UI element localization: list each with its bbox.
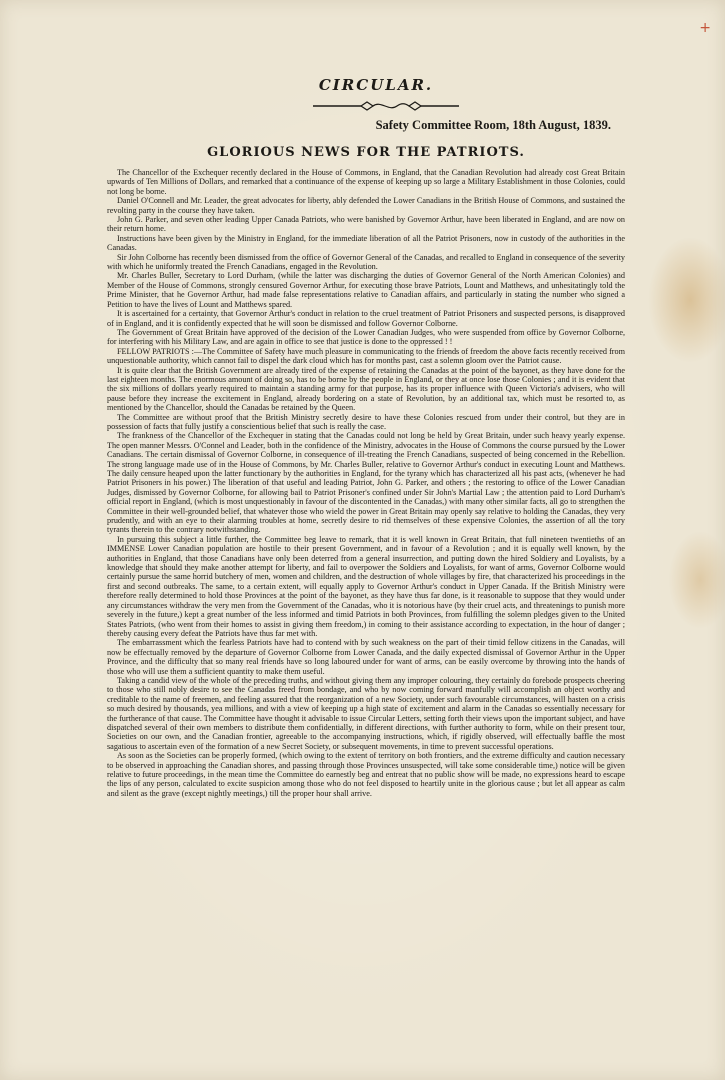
- paragraph: The Committee are without proof that the British Ministry secretly desire to have these Colonies rescued from under their control, but they are in possession of facts that fully justify a conscientious belief that such is really the case.: [107, 412, 625, 431]
- paragraph: John G. Parker, and seven other leading Upper Canada Patriots, who were banished by Governor Arthur, have been liberated in England, and are now on their return home.: [107, 215, 625, 234]
- paragraph: Instructions have been given by the Ministry in England, for the immediate liberation of all the Patriot Prisoners, now in custody of the authorities in the Canadas.: [107, 233, 625, 253]
- paragraph: The embarrassment which the fearless Patriots have had to contend with by such weakness on the part of their timid fellow citizens in the Canadas, will now be effectually removed by the departure of Governor Colborne from Lower Canada, and the daily expected dismissal of Governor Arthur in the Upper Province, and the difficulty that so many real friends have so long laboured under for want of arms, can be easily overcome by throwing into the hands of those who will use them a sufficient quantity to make them useful.: [107, 638, 625, 676]
- paragraph: Mr. Charles Buller, Secretary to Lord Durham, (while the latter was discharging the duties of Governor General of the North American Colonies) and Member of the House of Commons, strongly censured Governor Arthur, for executing those brave Patriots, Lount and Matthews, and unhesitatingly told the Prime Minister, that he Governor Arthur, had made false representations relative to Canadian affairs, and particularly in stating the number who signed a Petition to have the lives of Lount and Matthews spared.: [107, 271, 625, 309]
- document-content: [107, 76, 625, 798]
- paragraph: It is ascertained for a certainty, that Governor Arthur's conduct in relation to the cruel treatment of Patriot Prisoners and suspected persons, is disapproved of in England, and it is confidently expected that he will soon be dismissed and follow Governor Colborne.: [107, 309, 625, 328]
- circular-title: CIRCULAR.: [318, 76, 434, 94]
- corner-mark: +: [699, 20, 711, 36]
- paragraph: Daniel O'Connell and Mr. Leader, the great advocates for liberty, ably defended the Lower Canadians in the British House of Commons, and sustained the revolting party in the course they have taken.: [107, 196, 625, 215]
- paragraph: As soon as the Societies can be properly formed, (which owing to the extent of territory on both frontiers, and the extreme difficulty and caution necessary to be observed in approaching the Canadian shores, and passing through those Provinces unsuspected, will take some considerable time,) notice will be given relative to future proceedings, in the mean time the Committee do earnestly beg and entreat that no public show will be made, no expressions heard to escape the lips of any person, calculated to excite suspicion among those who do not feel disposed to heartily unite in the glorious cause ; but let all appear as calm and silent as the grave (except nightly meetings,) till the proper hour shall arrive.: [107, 751, 625, 798]
- dateline: Safety Committee Room, 18th August, 1839.: [375, 118, 611, 132]
- headline: GLORIOUS NEWS FOR THE PATRIOTS.: [207, 145, 525, 160]
- paragraph: The Government of Great Britain have approved of the decision of the Lower Canadian Judges, who were suspended from office by Governor Colborne, for interfering with his Military Law, and are again in office to see that justice is done to the oppressed ! !: [107, 327, 625, 347]
- paragraph: FELLOW PATRIOTS :—The Committee of Safety have much pleasure in communicating to the friends of freedom the above facts recently received from unquestionable authority, which cannot fail to dispel the dark cloud which has for months past, cast a solemn gloom over the Patriot cause.: [107, 346, 625, 366]
- ornament-flourish-icon: [311, 98, 461, 114]
- circular-body: [107, 168, 625, 798]
- paragraph: It is quite clear that the British Government are already tired of the expense of retaining the Canadas at the point of the bayonet, as they have done for the last eighteen months. The enormous amount of doing so, has to be borne by the people in England, or they at once lose those Colonies ; and it is evident that the six millions of dollars yearly required to maintain a standing army for that purpose, has its proper influence with Queen Victoria's advisers, who will pause before they increase the excitement in England, already bordering on a state of Revolution, by an additional tax, which must be resorted to, as mentioned by the Chancellor, should the Canadas be retained by the Queen.: [107, 365, 625, 413]
- paragraph: The frankness of the Chancellor of the Exchequer in stating that the Canadas could not long be held by Great Britain, under such heavy yearly expense. The open manner Messrs. O'Connel and Leader, both in the confidence of the Ministry, advocates in the House of Commons the course pursued by the Lower Canadians. The certain dismissal of Governor Colborne, in consequence of ill-treating the French Canadians, suspected of being concerned in the Rebellion. The strong language made use of in the House of Commons, by Mr. Charles Buller, relative to Governor Arthur's conduct in executing Lount and Matthews. The daily censure heaped upon the latter functionary by the authorities in England, for the tyrany which has characterized all his past acts, (whenever he had Patriot Prisoners in his power.) The liberation of that useful and leading Patriot, John G. Parker, and others ; the restoring to office of the Lower Canadian Judges, dismissed by Governor Colborne, for allowing bail to Patriot Prisoner's confined under Sir John's Martial Law ; the attention paid to Lord Durham's official report in England, (which is most unquestionably in favour of the discontented in the Canadas,) with many other similar facts, all go to strengthen the Committee in their well-grounded belief, that whatever those who wield the power in Great Britain may openly say relative to holding the Canadas, they very prudently, and with an eye to their alarming troubles at home, secretly desire to rid themselves of these expensive Colonies, the assertion of all the tory tyrants therein to the contrary notwithstanding.: [107, 431, 625, 535]
- paragraph: In pursuing this subject a little further, the Committee beg leave to remark, that it is well known in Great Britain, that full nineteen twentieths of an IMMENSE Lower Canadian population are hostile to their present Government, and in favour of a Revolution ; and it is equally well known, by the authorities in England, that those Canadians have only been deterred from a general insurrection, and putting down the hired Soldiery and Loyalists, by a knowledge that should they make another attempt for liberty, and fail to overpower the Soldiers and Loyalists, for want of arms, Governor Colborne would certainly pursue the same horrid butchery of men, women and children, and the destruction of whole villages by fire, that characterized his proceedings in the first and second outbreaks. The same, to a certain extent, will equally apply to Governor Arthur's conduct in Upper Canada. If the British Ministry were therefore really determined to hold those Provinces at the point of the bayonet, as they have thus far done, is it reasonable to suppose that they would under any circumstances withdraw the very men from the Government of the Canadas, who it is notorious have (by their cruel acts, and threatenings to punish more severely in the future,) kept a great number of the less informed and timid Patriots in both Provinces, from fulfilling the solemn pledges given to the United States Patriots, (who went from their homes to assist in giving them freedom,) in coming to their assistance according to expectation, in the hour of danger ; thereby causing every defeat the Patriots have thus far met with.: [107, 534, 625, 638]
- paragraph: Sir John Colborne has recently been dismissed from the office of Governor General of the Canadas, and recalled to England in consequence of the severity with which he uniformly treated the French Canadians, engaged in the Revolution.: [107, 252, 625, 272]
- ornamental-rule: [147, 98, 625, 116]
- paragraph: Taking a candid view of the whole of the preceding truths, and without giving them any improper colouring, they certainly do forebode prospects cheering to those who still nobly desire to see the Canadas freed from bondage, and who by now coming forward manfully will accomplish an object worthy and creditable to the name of freemen, and feeling assured that the reorganization of a new Society, under such favourable circumstances, will hasten on a crisis so much desired by thousands, yea millions, and with a view of keeping up a high state of excitement and alarm in the Canadas so essentially necessary for the furtherance of that cause. The Committee have thought it advisable to issue Circular Letters, setting forth their views upon the important subject, and have dispatched several of their own members to distribute them confidentially, in different directions, with further authority to form, while on their present tour, Societies on our own, and the Canadian frontier, agreeable to the accompanying instructions, which, if rigidly observed, will effectually baffle the most sagatious to ascertain even of the formation of a new Secret Society, or subsequent movements, in time to prevent successful operations.: [107, 675, 625, 751]
- paragraph: The Chancellor of the Exchequer recently declared in the House of Commons, in England, that the Canadian Revolution had already cost Great Britain upwards of Ten Millions of Dollars, and remarked that a continuance of the expense of keeping up so large a Military Establishment in those Colonies, could not long be borne.: [107, 168, 625, 196]
